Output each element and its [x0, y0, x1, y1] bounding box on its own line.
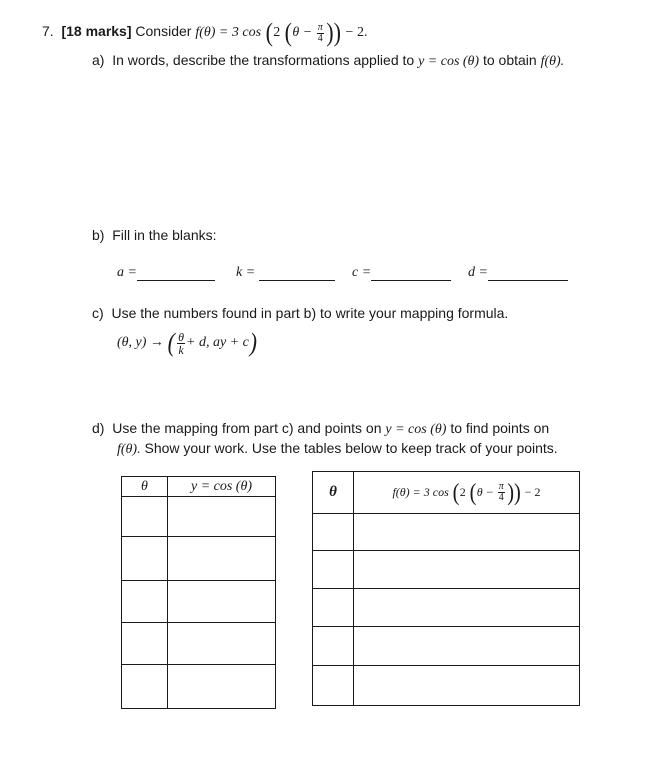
blank-a — [117, 265, 215, 281]
table-right-cell[interactable] — [354, 627, 580, 666]
table-left-header-theta: θ — [122, 477, 168, 497]
table-right-cell[interactable] — [354, 551, 580, 589]
paren-open-inner: ( — [284, 18, 292, 47]
paren-close: )) — [326, 18, 341, 47]
table-right-cell[interactable] — [354, 666, 580, 706]
func-tail: − 2. — [345, 25, 368, 41]
blank-a-line[interactable] — [137, 266, 215, 281]
table-right-cell[interactable] — [354, 514, 580, 551]
part-d-label: d) — [92, 420, 105, 436]
table-left-cell[interactable] — [122, 665, 168, 709]
paren-open-outer: ( — [265, 18, 273, 47]
mapping-num: θ — [178, 329, 184, 344]
question-marks: [18 marks] — [61, 23, 132, 40]
table-left-header-y: y = cos (θ) — [168, 477, 276, 497]
part-a-label: a) — [92, 52, 105, 68]
question-header — [42, 20, 367, 46]
rt-frac-pi: π — [498, 481, 504, 492]
part-c-label: c) — [92, 305, 104, 321]
table-left-cell[interactable] — [122, 581, 168, 623]
blank-d — [468, 265, 568, 281]
table-right-cell[interactable] — [313, 514, 354, 551]
mapping-formula — [117, 330, 258, 356]
table-right-cell[interactable] — [313, 666, 354, 706]
part-d-math1: y = cos (θ) — [385, 422, 447, 437]
func-two: 2 — [273, 25, 281, 41]
mapping-left: (θ, y) → — [117, 335, 164, 351]
part-d-text2: Show your work. Use the tables below to keep track of your points. — [144, 440, 558, 456]
part-b-text: Fill in the blanks: — [112, 227, 217, 243]
question-intro: Consider — [135, 23, 192, 40]
table-right-cell[interactable] — [354, 589, 580, 627]
blank-c — [352, 265, 451, 281]
table-left-cell[interactable] — [122, 497, 168, 537]
part-b — [92, 227, 217, 243]
part-c-text: Use the numbers found in part b) to write your mapping formula. — [111, 305, 509, 321]
table-right-cell[interactable] — [313, 589, 354, 627]
rt-frac-four: 4 — [498, 492, 504, 503]
part-d-math2: f(θ). — [117, 442, 141, 457]
blank-k — [236, 265, 335, 281]
part-d-text1: Use the mapping from part c) and points on — [112, 420, 382, 436]
theta-over-k — [177, 331, 185, 356]
mapping-paren-close: ) — [249, 328, 257, 357]
table-left-cell[interactable] — [168, 497, 276, 537]
func-lhs: f(θ) = 3 cos — [195, 25, 262, 41]
blank-k-line[interactable] — [259, 266, 335, 281]
func-theta-minus: θ − — [292, 25, 313, 41]
table-left-cell[interactable] — [168, 623, 276, 665]
pi-over-four — [317, 23, 324, 44]
table-left-cell[interactable] — [168, 581, 276, 623]
part-b-label: b) — [92, 227, 105, 243]
rt-pi-over-four — [498, 482, 505, 503]
table-right-header-theta: θ — [313, 472, 354, 514]
frac-pi: π — [317, 21, 323, 33]
part-d-end1: to find points on — [450, 420, 550, 436]
part-a-text2: to obtain — [482, 52, 537, 68]
part-d-line2 — [117, 440, 558, 458]
rt-paren-open-outer: ( — [452, 479, 460, 506]
part-a-math1: y = cos (θ) — [418, 54, 480, 69]
blank-a-label: a = — [117, 265, 137, 280]
rt-paren-open-inner: ( — [469, 479, 477, 506]
blank-d-label: d = — [468, 265, 488, 280]
table-left-cell[interactable] — [122, 623, 168, 665]
blank-c-line[interactable] — [371, 266, 451, 281]
blank-k-label: k = — [236, 265, 256, 280]
rt-theta-minus: θ − — [476, 484, 494, 499]
mapping-paren-open: ( — [168, 328, 176, 357]
table-left — [121, 476, 276, 709]
mapping-den: k — [178, 342, 184, 357]
rt-paren-close: )) — [506, 479, 521, 506]
rt-tail: − 2 — [524, 484, 541, 499]
blank-d-line[interactable] — [488, 266, 568, 281]
part-a-math2: f(θ). — [540, 54, 565, 69]
part-a-text: In words, describe the transformations applied to — [112, 52, 415, 68]
table-left-cell[interactable] — [168, 665, 276, 709]
table-right-cell[interactable] — [313, 551, 354, 589]
question-number: 7. — [42, 23, 54, 40]
table-right — [312, 471, 580, 706]
part-a — [92, 52, 564, 70]
mapping-right: + d, ay + c — [186, 335, 249, 351]
part-d-line1 — [92, 420, 549, 438]
table-left-cell[interactable] — [168, 537, 276, 581]
part-c — [92, 305, 508, 321]
question-function — [195, 18, 368, 47]
table-right-cell[interactable] — [313, 627, 354, 666]
blank-c-label: c = — [352, 265, 372, 280]
frac-four: 4 — [317, 32, 323, 44]
table-right-header-func — [354, 472, 580, 514]
table-left-cell[interactable] — [122, 537, 168, 581]
rt-two: 2 — [459, 484, 466, 499]
rt-func-lhs: f(θ) = 3 cos — [392, 484, 449, 499]
